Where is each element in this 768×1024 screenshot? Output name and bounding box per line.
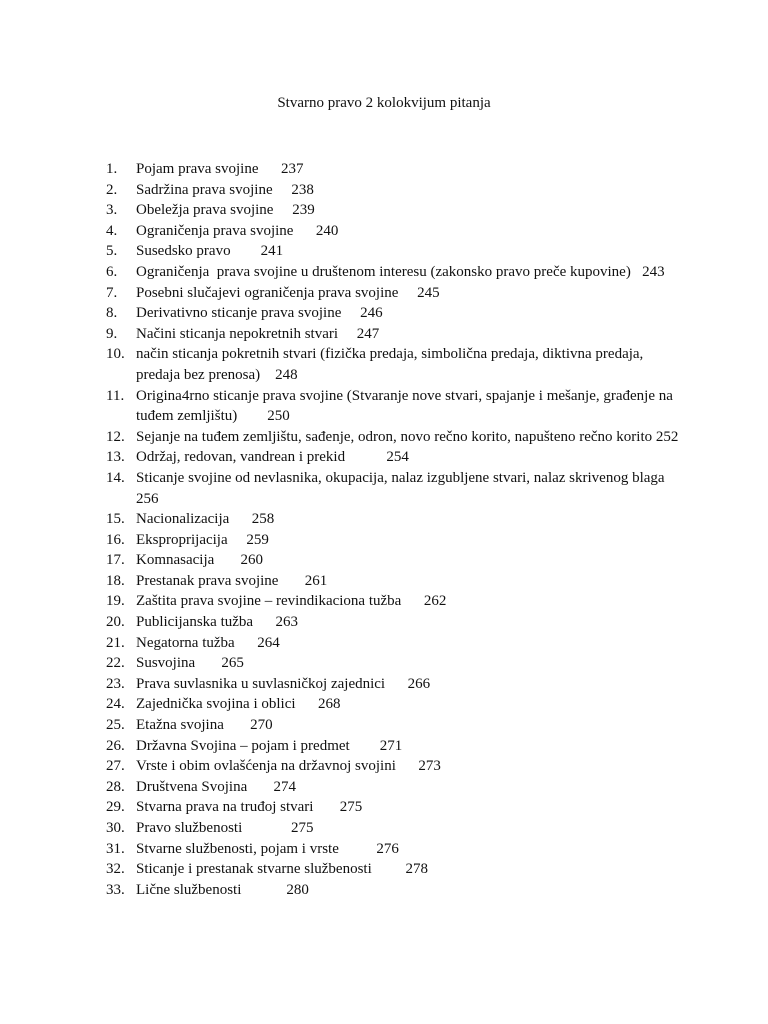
question-number: 23.	[106, 675, 125, 692]
question-text: Društvena Svojina 274	[136, 778, 296, 795]
question-text: Nacionalizacija 258	[136, 511, 275, 528]
question-item	[106, 797, 686, 818]
question-item	[106, 880, 686, 901]
question-text: Stvarne službenosti, pojam i vrste 276	[136, 840, 399, 857]
question-number: 2.	[106, 181, 118, 198]
question-number: 13.	[106, 449, 125, 466]
question-number: 30.	[106, 820, 125, 836]
question-text: Zajednička svojina i oblici 268	[136, 696, 341, 713]
question-number: 17.	[106, 552, 125, 569]
question-number: 19.	[106, 593, 125, 610]
question-number: 16.	[106, 531, 125, 548]
question-text: Pojam prava svojine 237	[136, 161, 304, 177]
question-number: 4.	[106, 222, 118, 239]
question-item	[106, 756, 686, 777]
question-item	[106, 303, 686, 324]
question-item	[106, 509, 686, 530]
question-number: 1.	[106, 161, 118, 177]
question-number: 22.	[106, 655, 125, 672]
question-list	[106, 159, 686, 900]
question-item	[106, 633, 686, 654]
question-number: 15.	[106, 511, 125, 528]
question-number: 3.	[106, 202, 118, 219]
question-number: 32.	[106, 861, 125, 878]
question-number: 31.	[106, 840, 125, 857]
question-number: 20.	[106, 614, 125, 631]
question-text: Prestanak prava svojine 261	[136, 572, 328, 589]
question-text: Publicijanska tužba 263	[136, 614, 299, 631]
question-text: Vrste i obim ovlašćenja na državnoj svojini 273	[136, 758, 441, 775]
question-item	[106, 694, 686, 715]
question-number: 7.	[106, 284, 118, 301]
question-item	[106, 159, 686, 180]
question-item	[106, 653, 686, 674]
question-item	[106, 386, 686, 427]
question-text: Sticanje svojine od nevlasnika, okupacija, nalaz izgubljene stvari, nalaz skrivenog blaga 256	[136, 469, 669, 507]
question-item	[106, 571, 686, 592]
question-item	[106, 839, 686, 860]
question-number: 10.	[106, 346, 125, 363]
question-item	[106, 818, 686, 839]
question-text: Ograničenja prava svojine 240	[136, 222, 339, 239]
question-text: Etažna svojina 270	[136, 717, 273, 734]
question-item	[106, 344, 686, 385]
question-item	[106, 200, 686, 221]
question-number: 5.	[106, 243, 118, 260]
question-item	[106, 550, 686, 571]
question-text: Pravo službenosti 275	[136, 820, 314, 836]
question-item	[106, 468, 686, 509]
question-number: 28.	[106, 778, 125, 795]
question-number: 18.	[106, 572, 125, 589]
question-text: Susedsko pravo 241	[136, 243, 284, 260]
question-number: 12.	[106, 428, 125, 445]
question-text: Derivativno sticanje prava svojine 246	[136, 305, 383, 322]
question-text: Prava suvlasnika u suvlasničkoj zajednici 266	[136, 675, 431, 692]
question-item	[106, 427, 686, 448]
question-text: Origina4rno sticanje prava svojine (Stvaranje nove stvari, spajanje i mešanje, građenje na tuđem zemljištu) 250	[136, 387, 677, 425]
question-text: Stvarna prava na truđoj stvari 275	[136, 799, 363, 816]
question-text: Ograničenja prava svojine u društenom interesu (zakonsko pravo preče kupovine) 243	[136, 263, 665, 280]
question-number: 9.	[106, 325, 118, 342]
question-text: Sadržina prava svojine 238	[136, 181, 314, 198]
question-number: 25.	[106, 717, 125, 734]
question-item	[106, 221, 686, 242]
question-text: Održaj, redovan, vandrean i prekid 254	[136, 449, 409, 466]
question-text: Posebni slučajevi ograničenja prava svojine 245	[136, 284, 440, 301]
question-text: Obeležja prava svojine 239	[136, 202, 315, 219]
question-text: Negatorna tužba 264	[136, 634, 280, 651]
question-item	[106, 777, 686, 798]
question-text: Državna Svojina – pojam i predmet 271	[136, 737, 403, 754]
question-text: Zaštita prava svojine – revindikaciona tužba 262	[136, 593, 447, 610]
question-item	[106, 715, 686, 736]
question-text: Susvojina 265	[136, 655, 244, 672]
question-number: 21.	[106, 634, 125, 651]
question-number: 26.	[106, 737, 125, 754]
question-item	[106, 859, 686, 880]
question-text: Sejanje na tuđem zemljištu, sađenje, odron, novo rečno korito, napušteno rečno korito 252	[136, 428, 679, 445]
question-item	[106, 180, 686, 201]
question-text: način sticanja pokretnih stvari (fizička predaja, simbolična predaja, diktivna predaja, predaja bez prenosa) 248	[136, 346, 648, 383]
question-text: Eksproprijacija 259	[136, 531, 269, 548]
question-item	[106, 612, 686, 633]
question-text: Lične službenosti 280	[136, 881, 309, 898]
question-number: 33.	[106, 881, 125, 898]
question-item	[106, 241, 686, 262]
question-item	[106, 736, 686, 757]
question-item	[106, 530, 686, 551]
question-item	[106, 324, 686, 345]
question-text: Načini sticanja nepokretnih stvari 247	[136, 325, 380, 342]
question-number: 11.	[106, 387, 125, 404]
question-number: 27.	[106, 758, 125, 775]
question-item	[106, 262, 686, 283]
question-number: 6.	[106, 263, 118, 280]
question-number: 24.	[106, 696, 125, 713]
question-item	[106, 591, 686, 612]
question-text: Sticanje i prestanak stvarne službenosti 278	[136, 861, 429, 878]
question-number: 8.	[106, 305, 118, 322]
question-item	[106, 674, 686, 695]
question-text: Komnasacija 260	[136, 552, 264, 569]
question-item	[106, 283, 686, 304]
question-item	[106, 447, 686, 468]
question-number: 29.	[106, 799, 125, 816]
document-title: Stvarno pravo 2 kolokvijum pitanja	[277, 95, 491, 111]
question-number: 14.	[106, 469, 125, 486]
